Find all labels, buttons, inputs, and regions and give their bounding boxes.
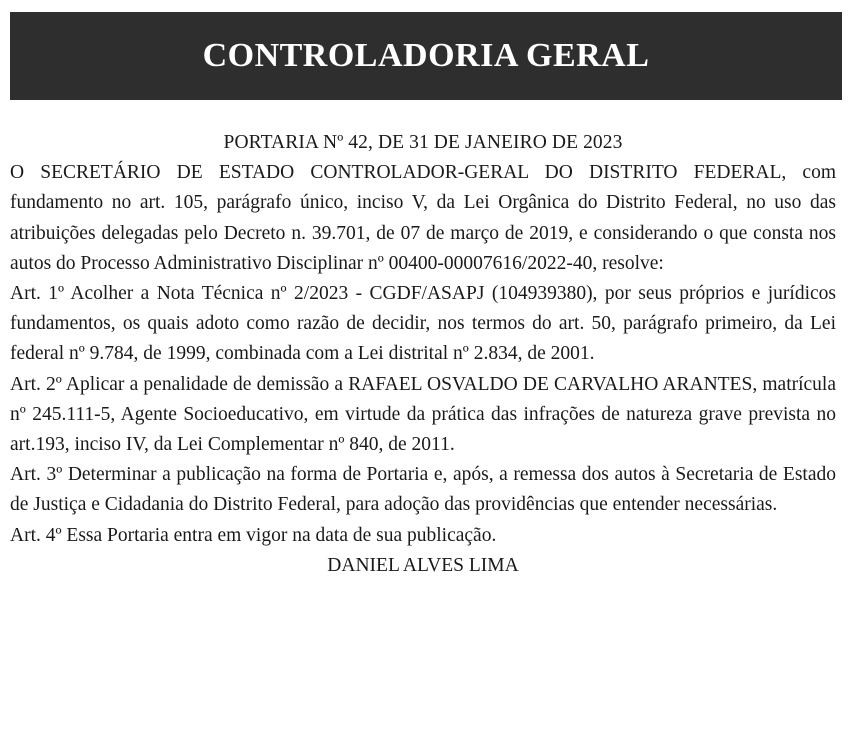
article-3: Art. 3º Determinar a publicação na forma de Portaria e, após, a remessa dos autos à Secretaria de Estado de Justiça e Cidadania do Distrito Federal, para adoção das providências que entender necessárias. <box>10 464 836 516</box>
header-bar <box>10 12 842 100</box>
document-body <box>10 128 836 581</box>
portaria-title: PORTARIA Nº 42, DE 31 DE JANEIRO DE 2023 <box>223 132 623 153</box>
preamble-paragraph: O SECRETÁRIO DE ESTADO CONTROLADOR-GERAL DO DISTRITO FEDERAL, com fundamento no art. 105, parágrafo único, inciso V, da Lei Orgânica do Distrito Federal, no uso das atribuições delegadas pelo Decreto n. 39.701, de 07 de março de 2019, e considerando o que consta nos autos do Processo Administrativo Disciplinar nº 00400-00007616/2022-40, resolve: <box>10 162 836 274</box>
header-title: CONTROLADORIA GERAL <box>202 37 650 74</box>
signatory-name: DANIEL ALVES LIMA <box>327 554 519 576</box>
article-4: Art. 4º Essa Portaria entra em vigor na data de sua publicação. <box>10 524 497 546</box>
article-1: Art. 1º Acolher a Nota Técnica nº 2/2023 - CGDF/ASAPJ (104939380), por seus próprios e jurídicos fundamentos, os quais adoto como razão de decidir, nos termos do art. 50, parágrafo primeiro, da Lei federal nº 9.784, de 1999, combinada com a Lei distrital nº 2.834, de 2001. <box>10 283 836 365</box>
article-2: Art. 2º Aplicar a penalidade de demissão a RAFAEL OSVALDO DE CARVALHO ARANTES, matrícula nº 245.111-5, Agente Socioeducativo, em virtude da prática das infrações de natureza grave prevista no art.193, inciso IV, da Lei Complementar nº 840, de 2011. <box>10 373 836 456</box>
